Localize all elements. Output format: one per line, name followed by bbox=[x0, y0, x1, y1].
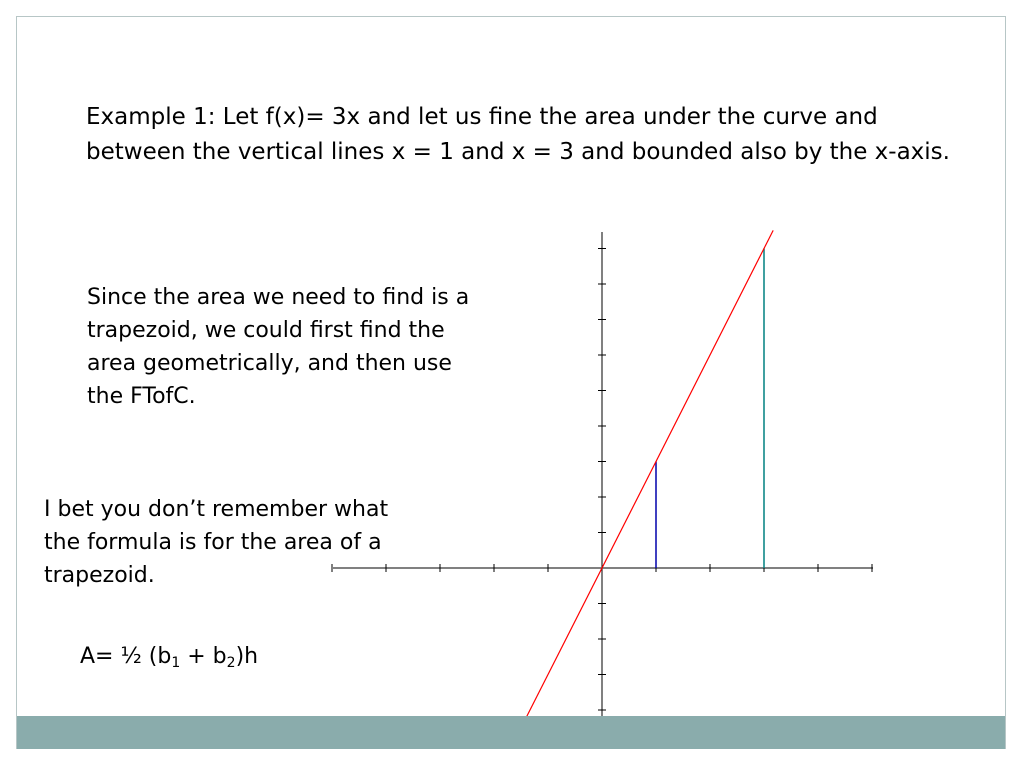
footer-bar bbox=[17, 716, 1005, 749]
vertical-segments bbox=[656, 249, 764, 569]
formula-sub-1: 1 bbox=[171, 655, 181, 671]
axes bbox=[333, 232, 873, 728]
formula-middle: + b bbox=[180, 644, 227, 669]
remember-text: I bet you don’t remember what the formula is for the area of a trapezoid. bbox=[44, 497, 389, 588]
formula-sub-2: 2 bbox=[226, 655, 236, 671]
example-text: Example 1: Let f(x)= 3x and let us fine the area under the curve and between the vertical lines x = 1 and x = 3 and bounded also by the x-axis. bbox=[86, 104, 950, 165]
formula-suffix: )h bbox=[235, 644, 259, 669]
explanation-text: Since the area we need to find is a trapezoid, we could first find the area geometrically, and then use the FTofC. bbox=[87, 285, 470, 409]
formula-prefix: A= ½ (b bbox=[80, 644, 172, 669]
function-line bbox=[521, 230, 773, 727]
